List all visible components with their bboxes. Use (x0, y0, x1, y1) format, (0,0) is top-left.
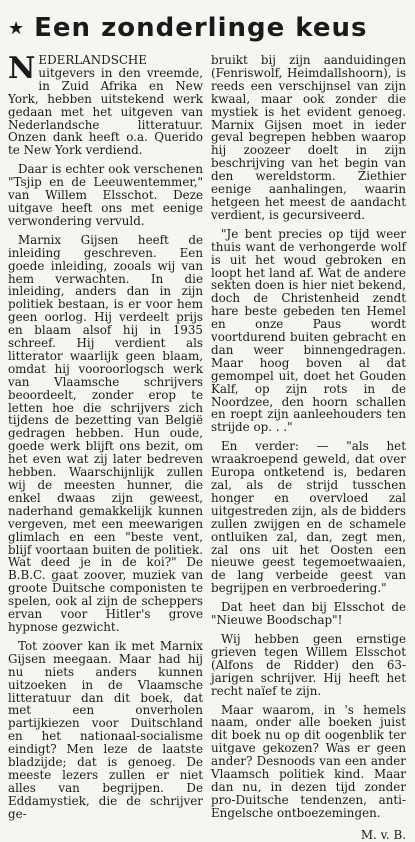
article-header (8, 10, 407, 46)
author-signature: M. v. B. (360, 827, 406, 842)
quote-paragraph: "Je bent precies op tijd weer thuis want de verhongerde wolf is uit het woud gebroken en loopt het land af. Wat de andere sekten doen is hier niet bekend, doch de Christenheid zendt hare beste gebeden ten Hemel en onze Paus wordt voortdurend buiten gebracht en dan weer binnengedragen. Maar hoog boven al dat gemompel uit, doet het Gouden Kalf, op zijn rots in de Noordzee, den hoorn schallen en roept zijn aanleehouders ten strijde op. . ." (211, 226, 406, 435)
paragraph: Maar waarom, in 's hemels naam, onder alle boeken juist dit boek nu op dit oogenblik ter uitgave gekozen? Was er geen ander? Desnoods van een ander Vlaamsch politiek kind. Maar dan nu, in dezen tijd zonder pro-Duitsche tendenzen, anti-Engelsche ontboezemingen. (211, 702, 406, 820)
star-icon: ★ (8, 17, 25, 39)
paragraph: Marnix Gijsen heeft de inleiding geschreven. Een goede inleiding, zooals wij van hem verwachten. In die inleiding, anders dan in zijn politiek bestaan, is er voor hem geen oorlog. Hij verdeelt prijs en blaam alsof hij in 1935 schreef. Hij verdient als litterator waarlijk geen blaam, omdat hij vooroorlogsch werk van Vlaamsche schrijvers beoordeelt, zonder erop te letten hoe die schrijvers zich tijdens de bezetting van België gedragen hebben. Hun oude, goede werk blijft ons bezit, om het even wat zij later bedreven hebben. Waarschijnlijk zullen wij de meesten hunner, die enkel dwaas zijn geweest, naderhand gemakkelijk kunnen vergeven, met een meewarigen glimlach en een "beste vent, blijf voortaan buiten de politiek. Wat deed je in de koi?" De B.B.C. gaat zoover, muziek van groote Duitsche componisten te spelen, ook al zijn de scheppers ervan voor Hitler's grove hypnose gezwicht. (8, 232, 203, 634)
article-title: Een zonderlinge keus (34, 13, 368, 43)
paragraph: NEDERLANDSCHE uitgevers in den vreemde, in Zuid Afrika en New York, hebben uitstekend werk gedaan met het uitgeven van Nederlandsche litteratuur. Onzen dank heeft o.a. Querido te New York verdiend. (8, 51, 203, 158)
paragraph: Dat heet dan bij Elsschot de "Nieuwe Boodschap"! (211, 600, 406, 628)
article-columns (8, 51, 407, 842)
paragraph: Wij hebben geen ernstige grieven tegen Willem Elsschot (Alfons de Ridder) den 63-jarigen schrijver. Hij heeft het recht naïef te zijn. (211, 631, 406, 698)
paragraph: Daar is echter ook verschenen "Tsjip en de Leeuwentemmer," van Willem Elsschot. Deze uitgave heeft ons met eenige verwondering vervuld. (8, 162, 203, 228)
paragraph: bruikt bij zijn aanduidingen (Fenriswolf, Heimdallshoorn), is reeds een verschijnsel van zijn kwaal, maar ook zonder die mystiek is het evident genoeg. Marnix Gijsen moet in ieder geval begrepen hebben waarop hij zoozeer doelt in zijn beschrijving van het begin van den wereldstorm. Ziethier eenige aanhalingen, waarin hetgeen het meest de aandacht verdient, is gecursiveerd. (211, 53, 406, 222)
quote-paragraph: En verder: — "als het wraakroepend geweld, dat over Europa ontketend is, bedaren zal, als de strijd tusschen honger en overvloed zal uitgestreden zijn, als de bidders zullen zwijgen en de schamele ontluiken zal, dan, zegt men, zal ons uit het Oosten een nieuwe geest tegemoetwaaien, de lang verbeide geest van begrijpen en verbroedering." (211, 439, 406, 596)
left-column (8, 51, 203, 842)
drop-cap: N (8, 51, 36, 86)
right-column (211, 54, 406, 842)
paragraph: Tot zoover kan ik met Marnix Gijsen meegaan. Maar had hij nu niets anders kunnen uitzoeken in de Vlaamsche litteratuur dan dit boek, dat met een onverholen partijkiezen voor Duitschland en het nationaal-socialisme eindigt? Men leze de laatste bladzijde; dat is genoeg. De meeste lezers zullen er niet alles van begrijpen. De Eddamystiek, die de schrijver ge- (8, 638, 203, 821)
